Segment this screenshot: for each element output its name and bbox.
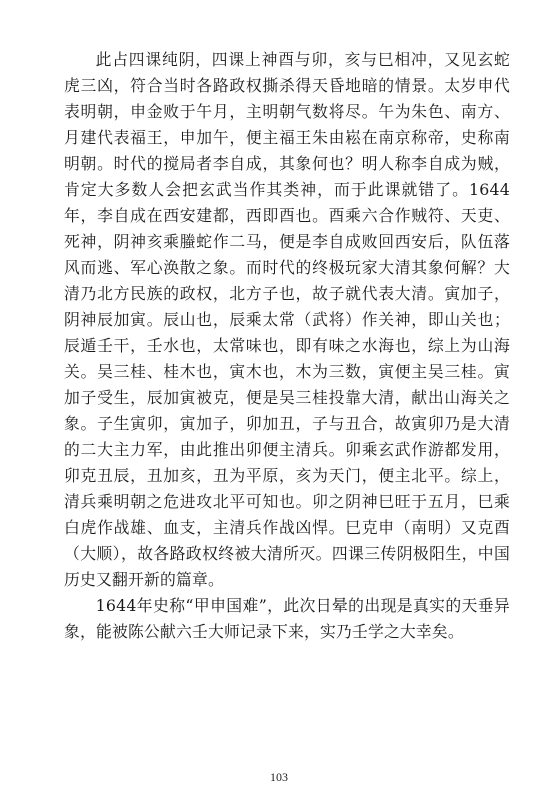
paragraph-1: 此占四课纯阴，四课上神酉与卯，亥与巳相冲，又见玄蛇虎三凶，符合当时各路政权撕杀得天昏地暗的情景。太岁申代表明朝，申金败于午月，主明朝气数将尽。午为朱色、南方、月建代表福王，申加午，便主福王朱由崧在南京称帝，史称南明朝。时代的搅局者李自成，其象何也？明人称李自成为贼，肯定大多数人会把玄武当作其类神，而于此课就错了。1644年，李自成在西安建都，西即酉也。酉乘六合作贼符、天吏、死神，阴神亥乘螣蛇作二马，便是李自成败回西安后，队伍落风而逃、军心涣散之象。而时代的终极玩家大清其象何解？大清乃北方民族的政权，北方子也，故子就代表大清。寅加子，阴神辰加寅。辰山也，辰乘太常（武将）作关神，即山关也；辰遁壬干，壬水也，太常味也，即有味之水海也，综上为山海关。吴三桂、桂木也，寅木也，木为三数，寅便主吴三桂。寅加子受生，辰加寅被克，便是吴三桂投靠大清，献出山海关之象。子生寅卯，寅加子，卯加丑，子与丑合，故寅卯乃是大清的二大主力军，由此推出卯便主清兵。卯乘玄武作游都发用，卯克丑辰，丑加亥，丑为平原，亥为天门，便主北平。综上，清兵乘明朝之危进攻北平可知也。卯之阴神巳旺于五月，巳乘白虎作战雄、血支，主清兵作战凶悍。巳克申（南明）又克酉（大顺），故各路政权终被大清所灭。四课三传阴极阳生，中国历史又翻开新的篇章。 [64,50,510,589]
page-number: 103 [270,770,288,784]
body-text [64,47,510,645]
paragraph-2: 1644年史称“甲申国难”，此次日晕的出现是真实的天垂异象，能被陈公献六壬大师记录下来，实乃壬学之大幸矣。 [64,596,510,641]
